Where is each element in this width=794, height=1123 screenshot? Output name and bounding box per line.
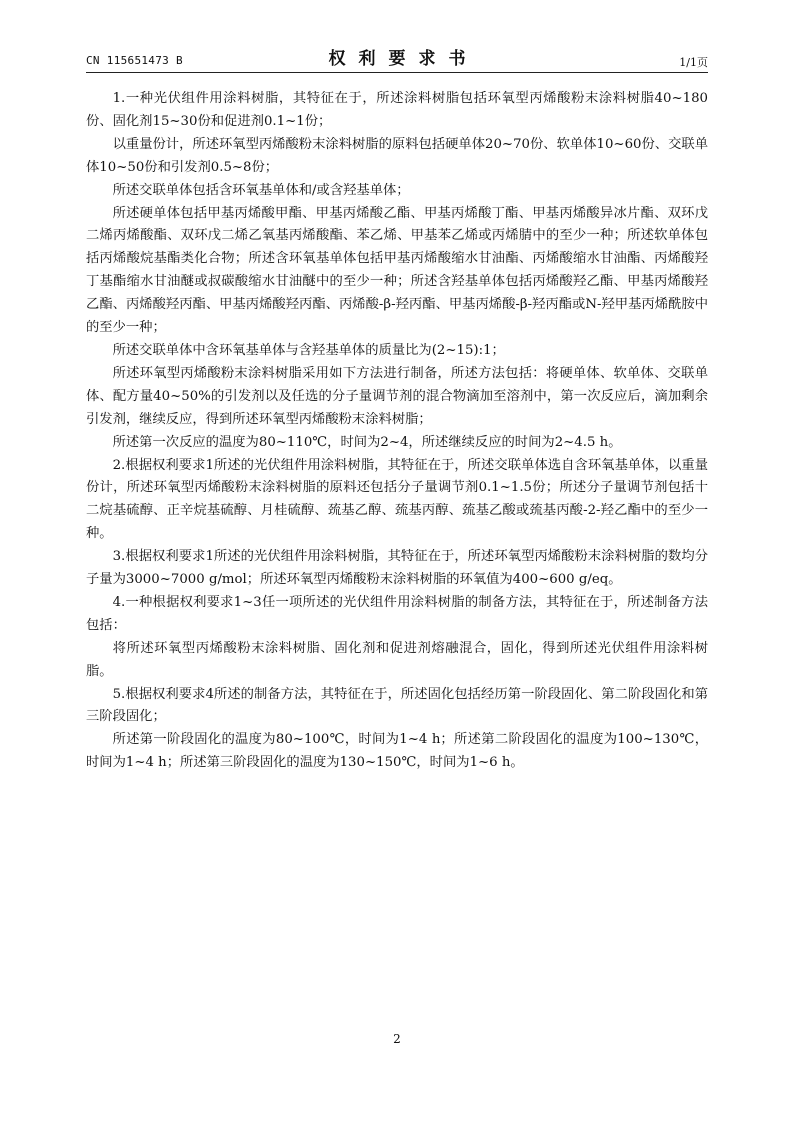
page-count: 1/1页 — [679, 56, 708, 69]
claim-1-paragraph: 所述环氧型丙烯酸粉末涂料树脂采用如下方法进行制备，所述方法包括：将硬单体、软单体、交联单体、配方量40~50%的引发剂以及任选的分子量调节剂的混合物滴加至溶剂中，第一次反应后，滴加剩余引发剂，继续反应，得到所述环氧型丙烯酸粉末涂料树脂； — [86, 365, 708, 427]
claim-1-paragraph: 所述交联单体中含环氧基单体与含羟基单体的质量比为(2~15):1； — [112, 342, 505, 358]
publication-number: CN 115651473 B — [86, 54, 183, 67]
page-header — [86, 44, 708, 70]
claim-1-paragraph: 所述硬单体包括甲基丙烯酸甲酯、甲基丙烯酸乙酯、甲基丙烯酸丁酯、甲基丙烯酸异冰片酯、双环戊二烯丙烯酸酯、双环戊二烯乙氧基丙烯酸酯、苯乙烯、甲基苯乙烯或丙烯腈中的至少一种；所述软单体包括丙烯酸烷基酯类化合物；所述含环氧基单体包括甲基丙烯酸缩水甘油酯、丙烯酸缩水甘油酯、丙烯酸羟丁基酯缩水甘油醚或叔碳酸缩水甘油醚中的至少一种；所述含羟基单体包括丙烯酸羟乙酯、甲基丙烯酸羟乙酯、丙烯酸羟丙酯、甲基丙烯酸羟丙酯、丙烯酸-β-羟丙酯、甲基丙烯酸-β-羟丙酯或N-羟甲基丙烯酰胺中的至少一种； — [86, 205, 708, 336]
claim-5-paragraph: 所述第一阶段固化的温度为80~100℃，时间为1~4 h；所述第二阶段固化的温度为100~130℃，时间为1~4 h；所述第三阶段固化的温度为130~150℃，时间为1~6 h。 — [86, 732, 708, 771]
claim-3: 3.根据权利要求1所述的光伏组件用涂料树脂，其特征在于，所述环氧型丙烯酸粉末涂料树脂的数均分子量为3000~7000 g/mol；所述环氧型丙烯酸粉末涂料树脂的环氧值为400~600 g/eq。 — [86, 549, 708, 588]
page-number: 2 — [393, 1032, 401, 1046]
claim-5: 5.根据权利要求4所述的制备方法，其特征在于，所述固化包括经历第一阶段固化、第二阶段固化和第三阶段固化； — [86, 686, 708, 725]
claim-1-paragraph: 以重量份计，所述环氧型丙烯酸粉末涂料树脂的原料包括硬单体20~70份、软单体10~60份、交联单体10~50份和引发剂0.5~8份； — [86, 136, 708, 175]
header-divider — [86, 72, 708, 73]
claim-1-paragraph: 所述交联单体包括含环氧基单体和/或含羟基单体； — [112, 182, 410, 198]
claim-1: 1.一种光伏组件用涂料树脂，其特征在于，所述涂料树脂包括环氧型丙烯酸粉末涂料树脂40~180份、固化剂15~30份和促进剂0.1~1份； — [86, 91, 708, 129]
claims-body — [86, 88, 708, 775]
claim-4: 4.一种根据权利要求1~3任一项所述的光伏组件用涂料树脂的制备方法，其特征在于，所述制备方法包括： — [86, 594, 708, 633]
claim-2: 2.根据权利要求1所述的光伏组件用涂料树脂，其特征在于，所述交联单体选自含环氧基单体，以重量份计，所述环氧型丙烯酸粉末涂料树脂的原料还包括分子量调节剂0.1~1.5份；所述分子量调节剂包括十二烷基硫醇、正辛烷基硫醇、月桂硫醇、巯基乙醇、巯基丙醇、巯基乙酸或巯基丙酸-2-羟乙酯中的至少一种。 — [86, 457, 708, 542]
claim-4-paragraph: 将所述环氧型丙烯酸粉末涂料树脂、固化剂和促进剂熔融混合，固化，得到所述光伏组件用涂料树脂。 — [86, 640, 708, 679]
document-title: 权利要求书 — [328, 49, 479, 69]
claim-1-paragraph: 所述第一次反应的温度为80~110℃，时间为2~4，所述继续反应的时间为2~4.5 h。 — [112, 434, 622, 450]
